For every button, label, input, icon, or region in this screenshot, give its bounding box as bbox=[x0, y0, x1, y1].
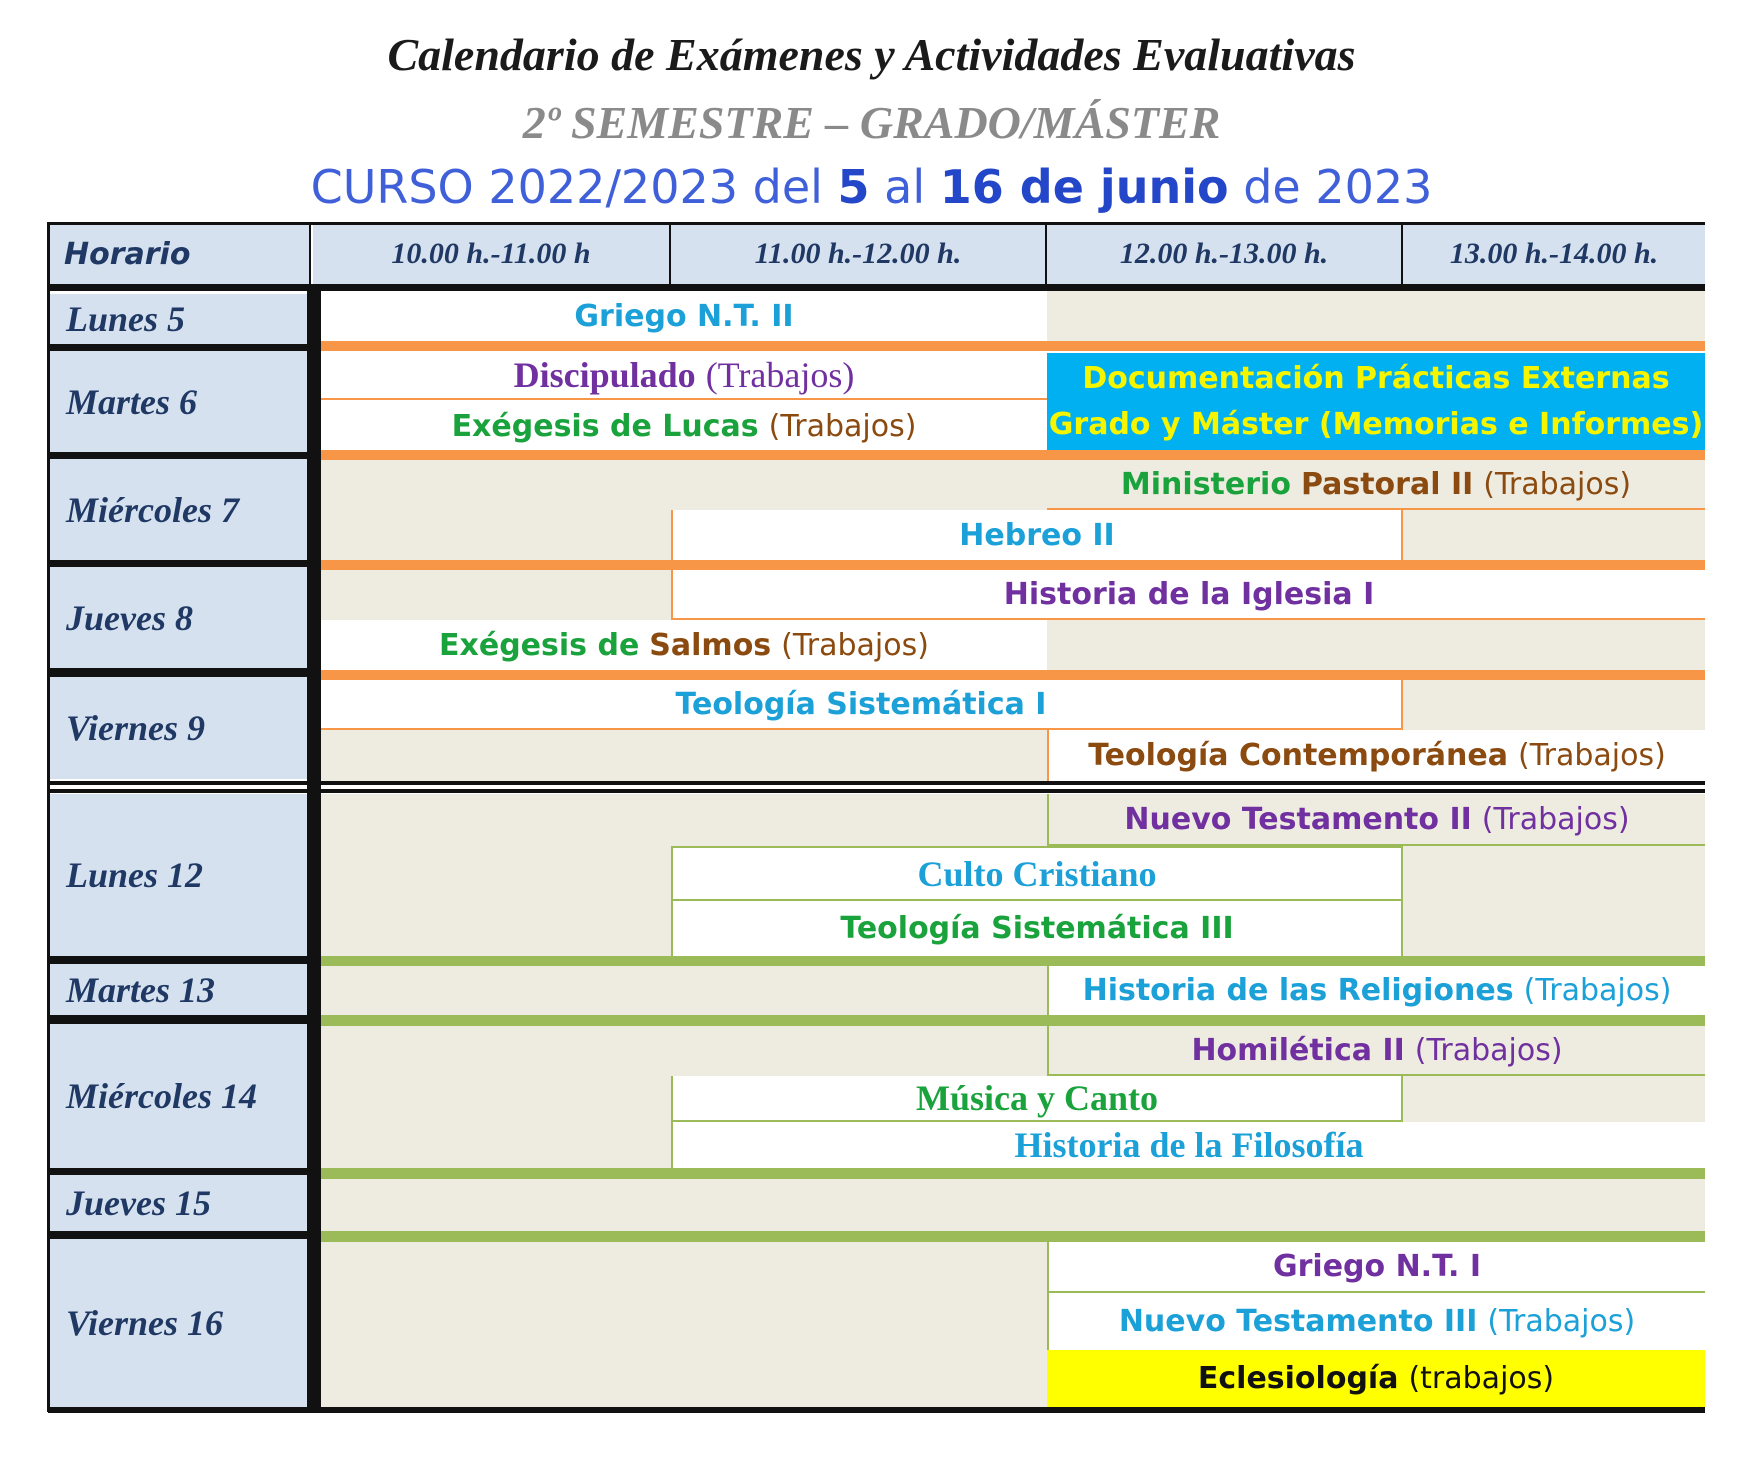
header-bottom-rule bbox=[48, 284, 1705, 291]
header-slot-4-label: 13.00 h.-14.00 h. bbox=[1449, 237, 1659, 270]
table-border-top bbox=[48, 222, 1705, 225]
exam-historia-filosofia bbox=[671, 1122, 1705, 1168]
exam-practicas-line1: Documentación Prácticas Externas bbox=[1082, 360, 1670, 396]
empty-cell bbox=[321, 730, 1047, 781]
exam-discipulado-note: (Trabajos) bbox=[705, 354, 855, 395]
exam-nuevo-testamento-ii-note: (Trabajos) bbox=[1481, 801, 1630, 837]
exam-nuevo-testamento-iii bbox=[1047, 1293, 1705, 1350]
exam-homiletica-ii-note: (Trabajos) bbox=[1414, 1032, 1563, 1068]
empty-cell bbox=[321, 794, 1047, 846]
exam-historia-religiones-note: (Trabajos) bbox=[1523, 973, 1672, 1008]
exam-historia-iglesia-i bbox=[671, 570, 1705, 620]
exam-griego-nt-ii bbox=[321, 291, 1047, 341]
day-separator bbox=[48, 1168, 308, 1175]
exam-exegesis-salmos-label-2: Salmos bbox=[649, 627, 772, 663]
day-separator-orange bbox=[321, 560, 1705, 570]
exam-hebreo-ii-label: Hebreo II bbox=[959, 517, 1115, 553]
course-line bbox=[0, 160, 1743, 214]
exam-historia-religiones-label: Historia de las Religiones bbox=[1082, 973, 1514, 1008]
day-separator-green bbox=[321, 1168, 1705, 1179]
week-divider-top bbox=[48, 781, 1705, 785]
exam-griego-nt-i bbox=[1047, 1242, 1705, 1293]
day-jueves-15: Jueves 15 bbox=[50, 1175, 307, 1231]
exam-historia-religiones bbox=[1047, 966, 1705, 1015]
day-miercoles-7: Miércoles 7 bbox=[50, 459, 307, 560]
header-slot-2 bbox=[671, 224, 1047, 284]
day-separator bbox=[48, 1015, 308, 1024]
day-separator-green bbox=[321, 1015, 1705, 1026]
exam-nuevo-testamento-iii-label: Nuevo Testamento III bbox=[1118, 1304, 1478, 1339]
day-separator bbox=[48, 452, 308, 459]
exam-homiletica-ii-label: Homilética II bbox=[1191, 1032, 1405, 1068]
exam-teologia-contemporanea bbox=[1047, 730, 1705, 781]
table-border-bottom bbox=[48, 1407, 1705, 1413]
exam-homiletica-ii bbox=[1047, 1026, 1705, 1076]
header-horario-label: Horario bbox=[64, 236, 191, 272]
exam-discipulado-label: Discipulado bbox=[513, 354, 696, 395]
header-slot-4 bbox=[1403, 224, 1705, 284]
exam-griego-nt-ii-label: Griego N.T. II bbox=[574, 298, 794, 334]
course-middle: al bbox=[869, 160, 940, 214]
day-jueves-8: Jueves 8 bbox=[50, 567, 307, 668]
header-slot-1 bbox=[313, 224, 671, 284]
exam-culto-cristiano bbox=[671, 846, 1403, 901]
header-slot-3 bbox=[1047, 224, 1403, 284]
empty-cell bbox=[321, 1179, 1705, 1231]
exam-min-past-note: (Trabajos) bbox=[1483, 466, 1632, 502]
exam-historia-iglesia-i-label: Historia de la Iglesia I bbox=[1003, 576, 1375, 612]
exam-exegesis-lucas-label: Exégesis de Lucas bbox=[451, 408, 759, 444]
day-separator-orange bbox=[321, 341, 1705, 351]
empty-cell bbox=[1403, 1076, 1705, 1122]
exam-min-past-label-1: Ministerio bbox=[1120, 466, 1291, 502]
exam-nuevo-testamento-iii-note: (Trabajos) bbox=[1487, 1304, 1636, 1339]
exam-teologia-sistematica-iii-label: Teología Sistemática III bbox=[840, 911, 1234, 946]
empty-cell bbox=[1403, 510, 1705, 560]
exam-practicas-line2: Grado y Máster (Memorias e Informes) bbox=[1048, 406, 1704, 442]
empty-cell bbox=[1403, 846, 1705, 956]
exam-min-past-label-2: Pastoral II bbox=[1300, 466, 1474, 502]
course-start-day: 5 bbox=[837, 160, 870, 214]
empty-cell bbox=[321, 1026, 1047, 1076]
day-separator bbox=[48, 668, 308, 677]
exam-exegesis-salmos bbox=[321, 620, 1047, 670]
header-slot-3-label: 12.00 h.-13.00 h. bbox=[1119, 237, 1329, 270]
day-miercoles-14: Miércoles 14 bbox=[50, 1024, 307, 1168]
exam-teologia-sistematica-iii bbox=[671, 901, 1403, 956]
exam-teologia-sistematica-i bbox=[321, 680, 1403, 730]
empty-cell bbox=[1047, 620, 1705, 670]
exam-nuevo-testamento-ii bbox=[1047, 794, 1705, 846]
empty-cell bbox=[321, 966, 1047, 1015]
exam-griego-nt-i-label: Griego N.T. I bbox=[1273, 1249, 1481, 1284]
exam-historia-filosofia-label: Historia de la Filosofía bbox=[1014, 1125, 1364, 1165]
empty-cell bbox=[1047, 291, 1705, 341]
day-viernes-9: Viernes 9 bbox=[50, 677, 307, 779]
empty-cell bbox=[321, 570, 671, 620]
course-suffix: de 2023 bbox=[1228, 160, 1433, 214]
empty-cell bbox=[321, 510, 671, 560]
header-slot-1-label: 10.00 h.-11.00 h bbox=[391, 237, 591, 270]
page-subtitle: 2º SEMESTRE – GRADO/MÁSTER bbox=[522, 97, 1221, 148]
exam-eclesiologia-note: (trabajos) bbox=[1408, 1361, 1555, 1396]
exam-musica-canto-label: Música y Canto bbox=[916, 1078, 1158, 1118]
course-end-date: 16 de junio bbox=[939, 160, 1229, 214]
exam-eclesiologia-label: Eclesiología bbox=[1197, 1361, 1399, 1396]
day-martes-6: Martes 6 bbox=[50, 351, 307, 452]
day-separator-orange bbox=[321, 670, 1705, 680]
page-title: Calendario de Exámenes y Actividades Evaluativas bbox=[387, 29, 1356, 80]
course-prefix: CURSO 2022/2023 del bbox=[310, 160, 838, 214]
day-lunes-12: Lunes 12 bbox=[50, 794, 307, 956]
exam-musica-canto bbox=[671, 1076, 1403, 1122]
exam-discipulado bbox=[321, 351, 1047, 400]
day-separator-orange bbox=[321, 450, 1705, 460]
day-martes-13: Martes 13 bbox=[50, 964, 307, 1015]
day-separator-green bbox=[321, 956, 1705, 966]
exam-teologia-contemporanea-note: (Trabajos) bbox=[1517, 738, 1666, 773]
exam-teologia-sistematica-i-label: Teología Sistemática I bbox=[675, 686, 1047, 722]
exam-culto-cristiano-label: Culto Cristiano bbox=[917, 853, 1157, 894]
day-separator bbox=[48, 1231, 308, 1239]
day-separator bbox=[48, 560, 308, 567]
week-divider-bottom bbox=[48, 789, 1705, 793]
header-slot-2-label: 11.00 h.-12.00 h. bbox=[754, 237, 962, 270]
day-separator bbox=[48, 344, 308, 351]
exam-eclesiologia bbox=[1047, 1350, 1705, 1407]
day-viernes-16: Viernes 16 bbox=[50, 1239, 307, 1407]
exam-exegesis-salmos-note: (Trabajos) bbox=[781, 627, 929, 663]
empty-cell bbox=[321, 460, 1047, 510]
empty-cell bbox=[1403, 680, 1705, 730]
header-horario bbox=[48, 224, 311, 284]
day-lunes-5: Lunes 5 bbox=[50, 294, 307, 344]
day-column-rule bbox=[307, 284, 321, 1412]
day-separator-green bbox=[321, 1231, 1705, 1242]
exam-ministerio-pastoral-ii bbox=[1047, 460, 1705, 510]
exam-exegesis-salmos-label-1: Exégesis de bbox=[439, 627, 640, 663]
exam-hebreo-ii bbox=[671, 510, 1403, 560]
day-separator bbox=[48, 956, 308, 964]
exam-exegesis-lucas-note: (Trabajos) bbox=[768, 408, 917, 444]
empty-cell bbox=[321, 1076, 671, 1168]
empty-cell bbox=[321, 846, 671, 956]
empty-cell bbox=[321, 1242, 1047, 1407]
exam-teologia-contemporanea-label: Teología Contemporánea bbox=[1088, 738, 1508, 773]
exam-exegesis-lucas bbox=[321, 400, 1047, 452]
exam-nuevo-testamento-ii-label: Nuevo Testamento II bbox=[1124, 801, 1472, 837]
exam-documentacion-practicas bbox=[1047, 353, 1705, 450]
